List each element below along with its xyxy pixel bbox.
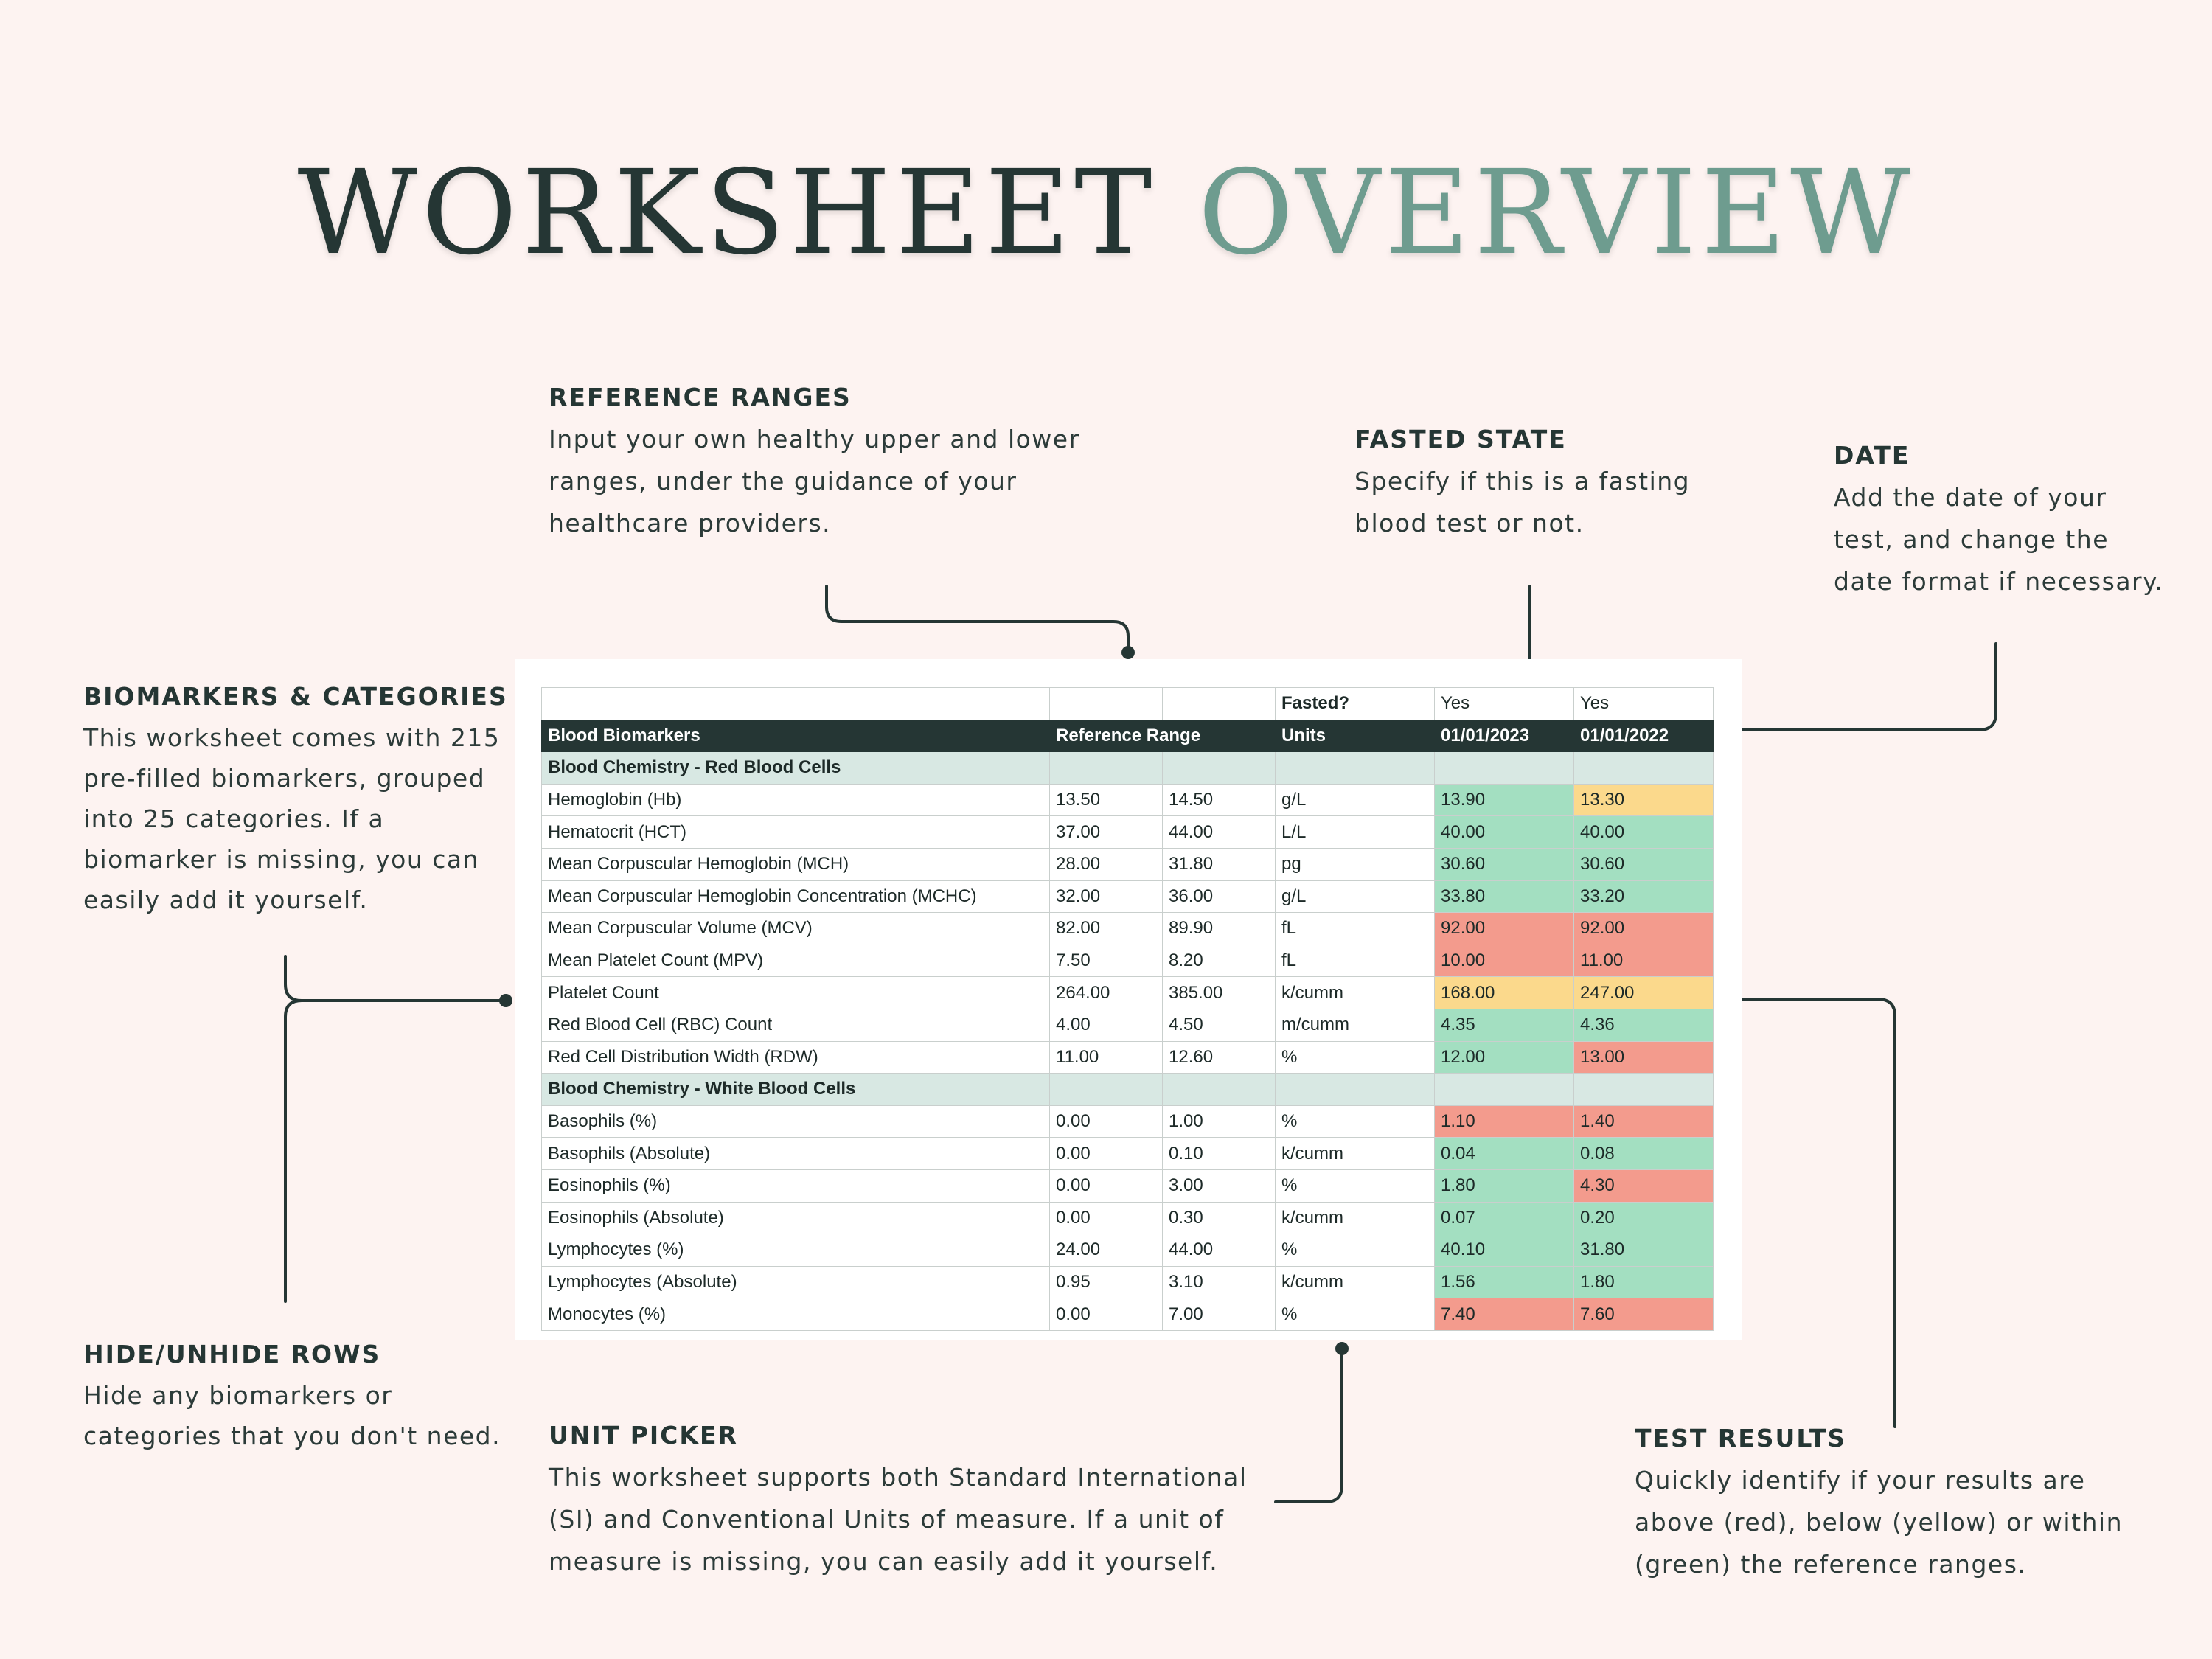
biomarker-name[interactable]: Lymphocytes (Absolute) (542, 1266, 1050, 1298)
range-low[interactable]: 28.00 (1050, 848, 1163, 880)
biomarker-name[interactable]: Mean Platelet Count (MPV) (542, 945, 1050, 977)
callout-line: Quickly identify if your results are (1635, 1465, 2086, 1495)
range-low[interactable]: 0.00 (1050, 1169, 1163, 1202)
range-high[interactable]: 7.00 (1163, 1298, 1276, 1331)
biomarker-row (542, 977, 1714, 1009)
biomarker-row (542, 913, 1714, 945)
range-high[interactable]: 4.50 (1163, 1009, 1276, 1041)
range-low[interactable]: 0.00 (1050, 1202, 1163, 1234)
connector-dot (499, 994, 512, 1007)
callout-line: (green) the reference ranges. (1635, 1549, 2027, 1579)
callout-title: TEST RESULTS (1635, 1424, 1847, 1453)
result-cell[interactable]: 30.60 (1574, 848, 1714, 880)
result-cell[interactable]: 11.00 (1574, 945, 1714, 977)
result-cell[interactable]: 247.00 (1574, 977, 1714, 1009)
range-high[interactable]: 89.90 (1163, 913, 1276, 945)
biomarker-name[interactable]: Mean Corpuscular Volume (MCV) (542, 913, 1050, 945)
range-low[interactable]: 264.00 (1050, 977, 1163, 1009)
callout-title: FASTED STATE (1354, 425, 1567, 453)
result-cell[interactable]: 0.07 (1435, 1202, 1574, 1234)
range-high[interactable]: 8.20 (1163, 945, 1276, 977)
result-cell[interactable]: 1.40 (1574, 1105, 1714, 1138)
range-low[interactable]: 13.50 (1050, 784, 1163, 816)
unit-picker[interactable]: fL (1276, 913, 1435, 945)
unit-picker[interactable]: k/cumm (1276, 1202, 1435, 1234)
callout-line: above (red), below (yellow) or within (1635, 1507, 2124, 1537)
range-low[interactable]: 0.00 (1050, 1138, 1163, 1170)
result-cell[interactable]: 92.00 (1574, 913, 1714, 945)
biomarker-name[interactable]: Basophils (%) (542, 1105, 1050, 1138)
range-low[interactable]: 11.00 (1050, 1041, 1163, 1074)
result-cell[interactable]: 92.00 (1435, 913, 1574, 945)
biomarker-row (542, 1138, 1714, 1170)
unit-picker[interactable]: pg (1276, 848, 1435, 880)
callout-title: UNIT PICKER (549, 1421, 738, 1450)
range-low[interactable]: 32.00 (1050, 880, 1163, 913)
callout-line: measure is missing, you can easily add it yourself. (549, 1546, 1219, 1576)
callout-line: biomarker is missing, you can (83, 844, 480, 874)
range-high[interactable]: 44.00 (1163, 816, 1276, 849)
category-row (542, 752, 1714, 785)
connector-reference-ranges (827, 586, 1128, 653)
range-low[interactable]: 24.00 (1050, 1234, 1163, 1267)
unit-picker[interactable]: % (1276, 1041, 1435, 1074)
biomarker-name[interactable]: Red Blood Cell (RBC) Count (542, 1009, 1050, 1041)
unit-picker[interactable]: % (1276, 1105, 1435, 1138)
connector-date (1729, 644, 1996, 730)
range-low[interactable]: 7.50 (1050, 945, 1163, 977)
biomarker-row (542, 784, 1714, 816)
range-high[interactable]: 3.00 (1163, 1169, 1276, 1202)
callout-line: (SI) and Conventional Units of measure. If a unit of (549, 1504, 1225, 1534)
range-low[interactable]: 82.00 (1050, 913, 1163, 945)
biomarker-row (542, 1041, 1714, 1074)
callout-title: HIDE/UNHIDE ROWS (83, 1340, 381, 1368)
result-cell[interactable]: 10.00 (1435, 945, 1574, 977)
range-low[interactable]: 37.00 (1050, 816, 1163, 849)
unit-picker[interactable]: m/cumm (1276, 1009, 1435, 1041)
range-high[interactable]: 14.50 (1163, 784, 1276, 816)
range-high[interactable]: 0.10 (1163, 1138, 1276, 1170)
header-reference-range: Reference Range (1050, 720, 1276, 752)
biomarker-name[interactable]: Mean Corpuscular Hemoglobin (MCH) (542, 848, 1050, 880)
result-cell[interactable]: 4.30 (1574, 1169, 1714, 1202)
biomarker-name[interactable]: Lymphocytes (%) (542, 1234, 1050, 1267)
result-cell[interactable]: 13.90 (1435, 784, 1574, 816)
biomarker-name[interactable]: Eosinophils (%) (542, 1169, 1050, 1202)
range-low[interactable]: 0.00 (1050, 1105, 1163, 1138)
result-cell[interactable]: 7.40 (1435, 1298, 1574, 1331)
biomarker-name[interactable]: Red Cell Distribution Width (RDW) (542, 1041, 1050, 1074)
connector-unit-picker (1276, 1349, 1342, 1502)
callout-line: This worksheet comes with 215 (83, 723, 501, 752)
biomarker-name[interactable]: Monocytes (%) (542, 1298, 1050, 1331)
unit-picker[interactable]: g/L (1276, 784, 1435, 816)
result-cell[interactable]: 33.20 (1574, 880, 1714, 913)
unit-picker[interactable]: k/cumm (1276, 1266, 1435, 1298)
range-high[interactable]: 385.00 (1163, 977, 1276, 1009)
range-high[interactable]: 3.10 (1163, 1266, 1276, 1298)
result-cell[interactable]: 13.00 (1574, 1041, 1714, 1074)
result-cell[interactable]: 12.00 (1435, 1041, 1574, 1074)
cell[interactable] (1163, 1074, 1276, 1106)
result-cell[interactable]: 33.80 (1435, 880, 1574, 913)
result-cell[interactable]: 1.80 (1435, 1169, 1574, 1202)
callout-line: into 25 categories. If a (83, 804, 385, 833)
range-low[interactable]: 0.00 (1050, 1298, 1163, 1331)
callout-line: pre-filled biomarkers, grouped (83, 763, 486, 793)
fasted-value[interactable]: Yes (1574, 688, 1714, 720)
connector-biomarkers (285, 956, 506, 1301)
connector-dot (1121, 646, 1135, 659)
range-high[interactable]: 12.60 (1163, 1041, 1276, 1074)
biomarker-row (542, 945, 1714, 977)
biomarker-row (542, 1234, 1714, 1267)
biomarker-name[interactable]: Hematocrit (HCT) (542, 816, 1050, 849)
biomarker-name[interactable]: Eosinophils (Absolute) (542, 1202, 1050, 1234)
cell[interactable] (1435, 1074, 1574, 1106)
cell[interactable] (1050, 1074, 1163, 1106)
range-high[interactable]: 31.80 (1163, 848, 1276, 880)
header-row (542, 720, 1714, 752)
callout-title: DATE (1834, 441, 1910, 470)
range-high[interactable]: 0.30 (1163, 1202, 1276, 1234)
header-units: Units (1276, 720, 1435, 752)
range-low[interactable]: 4.00 (1050, 1009, 1163, 1041)
result-cell[interactable]: 0.04 (1435, 1138, 1574, 1170)
callout-title: REFERENCE RANGES (549, 383, 852, 411)
range-high[interactable]: 1.00 (1163, 1105, 1276, 1138)
cell[interactable] (542, 688, 1050, 720)
cell[interactable] (1574, 1074, 1714, 1106)
biomarker-row (542, 848, 1714, 880)
cell[interactable] (1050, 752, 1163, 785)
header-date[interactable]: 01/01/2023 (1435, 720, 1574, 752)
worksheet-preview (515, 659, 1742, 1340)
result-cell[interactable]: 0.20 (1574, 1202, 1714, 1234)
biomarker-name[interactable]: Platelet Count (542, 977, 1050, 1009)
biomarker-table (541, 687, 1714, 1331)
result-cell[interactable]: 4.36 (1574, 1009, 1714, 1041)
callout-line: categories that you don't need. (83, 1421, 501, 1450)
result-cell[interactable]: 30.60 (1435, 848, 1574, 880)
cell[interactable] (1574, 752, 1714, 785)
header-blood-biomarkers: Blood Biomarkers (542, 720, 1050, 752)
unit-picker[interactable]: g/L (1276, 880, 1435, 913)
biomarker-row (542, 880, 1714, 913)
biomarker-name[interactable]: Mean Corpuscular Hemoglobin Concentration (MCHC) (542, 880, 1050, 913)
biomarker-row (542, 1009, 1714, 1041)
callout-line: ranges, under the guidance of your (549, 466, 1018, 495)
callout-line: date format if necessary. (1834, 566, 2164, 596)
biomarker-row (542, 1266, 1714, 1298)
callout-title: BIOMARKERS & CATEGORIES (83, 682, 508, 711)
category-row (542, 1074, 1714, 1106)
range-high[interactable]: 36.00 (1163, 880, 1276, 913)
biomarker-row (542, 1298, 1714, 1331)
biomarker-row (542, 1169, 1714, 1202)
header-date[interactable]: 01/01/2022 (1574, 720, 1714, 752)
title-part-2: OVERVIEW (1197, 145, 1915, 281)
fasted-value[interactable]: Yes (1435, 688, 1574, 720)
result-cell[interactable]: 168.00 (1435, 977, 1574, 1009)
fasted-label: Fasted? (1276, 688, 1435, 720)
result-cell[interactable]: 40.00 (1574, 816, 1714, 849)
title-part-1: WORKSHEET (297, 145, 1157, 281)
biomarker-row (542, 816, 1714, 849)
result-cell[interactable]: 1.10 (1435, 1105, 1574, 1138)
unit-picker[interactable]: % (1276, 1234, 1435, 1267)
category-name: Blood Chemistry - Red Blood Cells (542, 752, 1050, 785)
callout-line: Input your own healthy upper and lower (549, 424, 1080, 453)
cell[interactable] (1163, 688, 1276, 720)
result-cell[interactable]: 1.56 (1435, 1266, 1574, 1298)
biomarker-name[interactable]: Hemoglobin (Hb) (542, 784, 1050, 816)
biomarker-row (542, 1202, 1714, 1234)
callout-line: easily add it yourself. (83, 885, 369, 914)
unit-picker[interactable]: k/cumm (1276, 1138, 1435, 1170)
callout-line: Add the date of your (1834, 482, 2107, 512)
unit-picker[interactable]: fL (1276, 945, 1435, 977)
result-cell[interactable]: 40.10 (1435, 1234, 1574, 1267)
result-cell[interactable]: 40.00 (1435, 816, 1574, 849)
fasted-row (542, 688, 1714, 720)
cell[interactable] (1276, 752, 1435, 785)
biomarker-name[interactable]: Basophils (Absolute) (542, 1138, 1050, 1170)
unit-picker[interactable]: k/cumm (1276, 977, 1435, 1009)
biomarker-row (542, 1105, 1714, 1138)
range-low[interactable]: 0.95 (1050, 1266, 1163, 1298)
cell[interactable] (1050, 688, 1163, 720)
cell[interactable] (1276, 1074, 1435, 1106)
callout-line: healthcare providers. (549, 508, 832, 538)
category-name: Blood Chemistry - White Blood Cells (542, 1074, 1050, 1106)
callout-line: Specify if this is a fasting (1354, 466, 1691, 495)
cell[interactable] (1163, 752, 1276, 785)
result-cell[interactable]: 13.30 (1574, 784, 1714, 816)
callout-line: test, and change the (1834, 524, 2110, 554)
result-cell[interactable]: 1.80 (1574, 1266, 1714, 1298)
connector-dot (1335, 1342, 1349, 1355)
result-cell[interactable]: 7.60 (1574, 1298, 1714, 1331)
cell[interactable] (1435, 752, 1574, 785)
unit-picker[interactable]: % (1276, 1298, 1435, 1331)
unit-picker[interactable]: % (1276, 1169, 1435, 1202)
callout-line: This worksheet supports both Standard International (549, 1462, 1248, 1492)
unit-picker[interactable]: L/L (1276, 816, 1435, 849)
range-high[interactable]: 44.00 (1163, 1234, 1276, 1267)
result-cell[interactable]: 31.80 (1574, 1234, 1714, 1267)
callout-line: Hide any biomarkers or (83, 1380, 393, 1410)
callout-line: blood test or not. (1354, 508, 1585, 538)
result-cell[interactable]: 4.35 (1435, 1009, 1574, 1041)
result-cell[interactable]: 0.08 (1574, 1138, 1714, 1170)
